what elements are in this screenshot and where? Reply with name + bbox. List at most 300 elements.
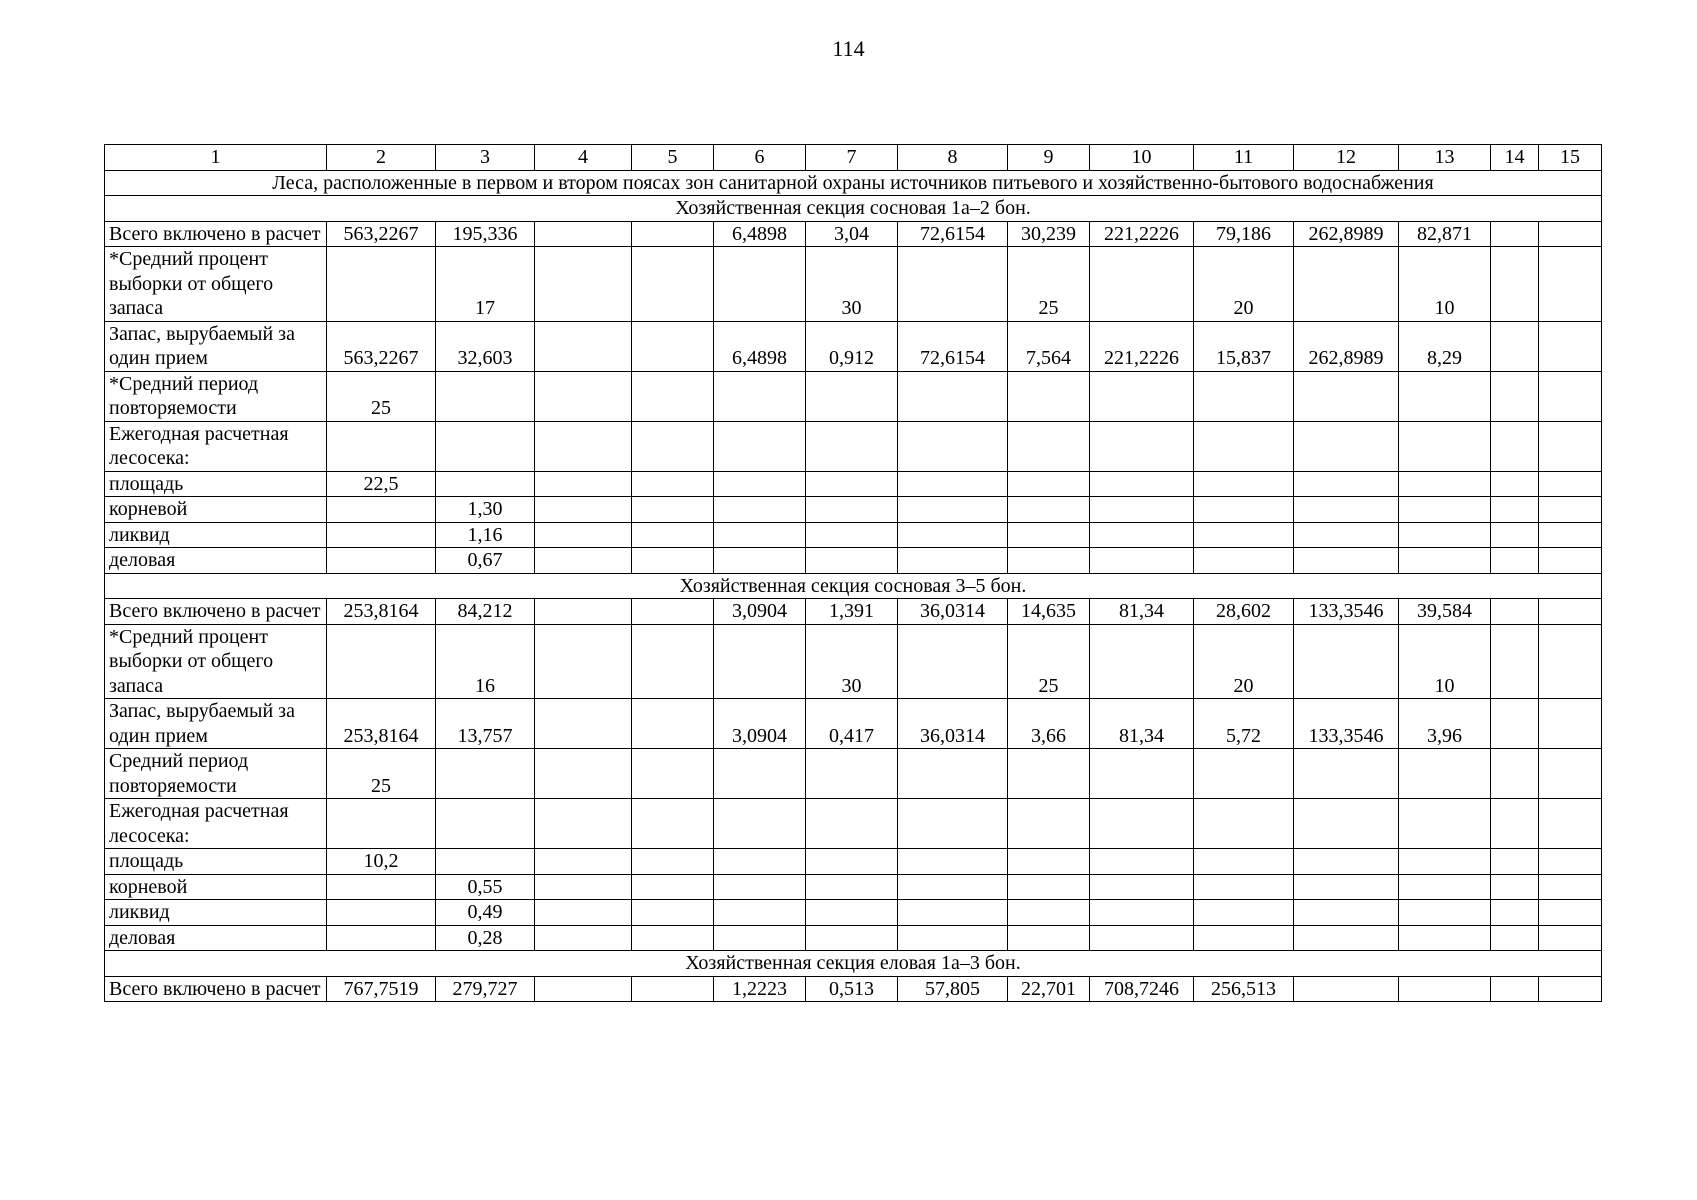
table-cell: [1294, 247, 1399, 322]
column-number: 12: [1294, 145, 1399, 171]
table-cell: 0,55: [436, 874, 535, 900]
table-cell: [535, 371, 632, 421]
table-cell: [806, 849, 898, 875]
table-cell: [436, 799, 535, 849]
table-cell: 25: [1008, 624, 1090, 699]
table-cell: 5,72: [1194, 699, 1294, 749]
table-cell: [1539, 976, 1602, 1002]
table-cell: 195,336: [436, 221, 535, 247]
category-row: [105, 170, 1602, 196]
table-cell: 25: [327, 749, 436, 799]
table-cell: [806, 471, 898, 497]
table-cell: [327, 874, 436, 900]
table-cell: [806, 421, 898, 471]
table-cell: [1491, 874, 1539, 900]
table-cell: [632, 749, 714, 799]
table-cell: 0,912: [806, 321, 898, 371]
category-title: Леса, расположенные в первом и втором поясах зон санитарной охраны источников питьевого и хозяйственно-бытового водоснабжения: [105, 170, 1602, 196]
table-cell: [714, 849, 806, 875]
table-cell: [632, 471, 714, 497]
table-cell: [1090, 900, 1194, 926]
table-cell: [1399, 874, 1491, 900]
table-cell: [1090, 371, 1194, 421]
table-cell: [632, 599, 714, 625]
table-cell: [714, 624, 806, 699]
table-row: [105, 421, 1602, 471]
table-cell: [1008, 799, 1090, 849]
table-cell: [535, 799, 632, 849]
table-cell: [1539, 849, 1602, 875]
table-cell: [1008, 849, 1090, 875]
table-cell: 1,16: [436, 522, 535, 548]
table-cell: [1090, 247, 1194, 322]
table-cell: [436, 471, 535, 497]
table-cell: [1008, 371, 1090, 421]
table-row: [105, 849, 1602, 875]
table-cell: [806, 925, 898, 951]
table-cell: 1,30: [436, 497, 535, 523]
table-cell: [898, 849, 1008, 875]
table-cell: [1008, 749, 1090, 799]
table-cell: 0,49: [436, 900, 535, 926]
table-cell: [436, 849, 535, 875]
section-row: [105, 196, 1602, 222]
table-cell: [632, 699, 714, 749]
table-cell: [1491, 749, 1539, 799]
row-label: деловая: [105, 548, 327, 574]
column-number: 13: [1399, 145, 1491, 171]
table-row: [105, 749, 1602, 799]
table-cell: [898, 497, 1008, 523]
table-cell: [806, 497, 898, 523]
table-cell: 253,8164: [327, 599, 436, 625]
table-cell: 82,871: [1399, 221, 1491, 247]
table-cell: [632, 799, 714, 849]
section-row: [105, 951, 1602, 977]
table-cell: [1194, 471, 1294, 497]
table-cell: [1491, 522, 1539, 548]
table-cell: [1539, 874, 1602, 900]
column-number-row: [105, 145, 1602, 171]
table-cell: [1090, 624, 1194, 699]
table-cell: [898, 548, 1008, 574]
table-cell: [535, 900, 632, 926]
table-cell: [1294, 976, 1399, 1002]
table-cell: 253,8164: [327, 699, 436, 749]
table-cell: 81,34: [1090, 599, 1194, 625]
row-label: Средний период повторяемости: [105, 749, 327, 799]
table-cell: [1399, 421, 1491, 471]
table-cell: [1399, 522, 1491, 548]
table-cell: 15,837: [1194, 321, 1294, 371]
table-cell: [898, 471, 1008, 497]
table-cell: 1,2223: [714, 976, 806, 1002]
column-number: 2: [327, 145, 436, 171]
table-cell: 133,3546: [1294, 699, 1399, 749]
table-cell: [632, 421, 714, 471]
row-label: ликвид: [105, 900, 327, 926]
table-cell: [714, 371, 806, 421]
table-cell: [327, 925, 436, 951]
table-cell: [714, 421, 806, 471]
table-cell: [898, 522, 1008, 548]
row-label: ликвид: [105, 522, 327, 548]
table-cell: 3,04: [806, 221, 898, 247]
table-cell: [327, 421, 436, 471]
row-label: Запас, вырубаемый за один прием: [105, 321, 327, 371]
table-cell: [1491, 599, 1539, 625]
table-cell: [632, 497, 714, 523]
table-cell: [1008, 421, 1090, 471]
table-row: [105, 321, 1602, 371]
table-cell: [1491, 221, 1539, 247]
table-cell: [1539, 247, 1602, 322]
table-cell: [898, 624, 1008, 699]
table-cell: [714, 548, 806, 574]
table-cell: [898, 925, 1008, 951]
table-cell: [1090, 522, 1194, 548]
table-cell: [1294, 371, 1399, 421]
table-cell: 8,29: [1399, 321, 1491, 371]
table-cell: [1294, 522, 1399, 548]
table-cell: 81,34: [1090, 699, 1194, 749]
table-cell: 16: [436, 624, 535, 699]
table-cell: [1294, 749, 1399, 799]
table-cell: [1294, 925, 1399, 951]
row-label: корневой: [105, 497, 327, 523]
row-label: площадь: [105, 849, 327, 875]
table-cell: [327, 624, 436, 699]
column-number: 10: [1090, 145, 1194, 171]
table-cell: [535, 247, 632, 322]
table-cell: 10,2: [327, 849, 436, 875]
table-cell: [714, 247, 806, 322]
table-cell: [535, 471, 632, 497]
table-cell: 256,513: [1194, 976, 1294, 1002]
table-cell: [1090, 548, 1194, 574]
table-cell: [1090, 799, 1194, 849]
row-label: *Средний период повторяемости: [105, 371, 327, 421]
table-cell: [535, 849, 632, 875]
row-label: Всего включено в расчет: [105, 221, 327, 247]
table-cell: [714, 874, 806, 900]
column-number: 14: [1491, 145, 1539, 171]
table-cell: [1090, 497, 1194, 523]
table-cell: [327, 247, 436, 322]
table-cell: [632, 976, 714, 1002]
row-label: *Средний процент выборки от общего запаса: [105, 624, 327, 699]
table-cell: [898, 799, 1008, 849]
table-cell: [1539, 925, 1602, 951]
table-cell: [632, 522, 714, 548]
table-row: [105, 371, 1602, 421]
table-cell: [1294, 421, 1399, 471]
table-cell: [806, 371, 898, 421]
table-cell: [1294, 624, 1399, 699]
table-cell: [1491, 497, 1539, 523]
row-label: площадь: [105, 471, 327, 497]
table-cell: [1090, 849, 1194, 875]
table-cell: [436, 371, 535, 421]
row-label: Всего включено в расчет: [105, 976, 327, 1002]
table-cell: [632, 925, 714, 951]
table-cell: [1194, 874, 1294, 900]
table-cell: [714, 497, 806, 523]
table-cell: [898, 421, 1008, 471]
table-cell: [1491, 699, 1539, 749]
table-cell: [632, 321, 714, 371]
table-cell: [898, 874, 1008, 900]
row-label: Запас, вырубаемый за один прием: [105, 699, 327, 749]
table-cell: [1539, 548, 1602, 574]
table-cell: [632, 874, 714, 900]
table-cell: [806, 799, 898, 849]
table-cell: [1090, 749, 1194, 799]
column-number: 15: [1539, 145, 1602, 171]
table-cell: [535, 699, 632, 749]
table-cell: [632, 371, 714, 421]
table-cell: [436, 421, 535, 471]
table-cell: [1399, 849, 1491, 875]
table-cell: [1399, 900, 1491, 926]
table-cell: [1491, 471, 1539, 497]
table-row: [105, 599, 1602, 625]
table-cell: [535, 497, 632, 523]
table-cell: [327, 522, 436, 548]
table-cell: 262,8989: [1294, 221, 1399, 247]
table-cell: 28,602: [1194, 599, 1294, 625]
table-cell: [535, 221, 632, 247]
table-cell: [535, 321, 632, 371]
table-cell: 39,584: [1399, 599, 1491, 625]
table-cell: [1539, 799, 1602, 849]
table-row: [105, 522, 1602, 548]
table-cell: 0,417: [806, 699, 898, 749]
table-cell: [1294, 471, 1399, 497]
table-cell: [1194, 497, 1294, 523]
table-cell: [1008, 471, 1090, 497]
table-cell: [535, 624, 632, 699]
table-cell: [1399, 925, 1491, 951]
table-body: [105, 145, 1602, 1002]
table-cell: 563,2267: [327, 221, 436, 247]
table-cell: [1008, 497, 1090, 523]
table-cell: [1008, 900, 1090, 926]
column-number: 8: [898, 145, 1008, 171]
table-cell: 3,0904: [714, 599, 806, 625]
table-cell: [1399, 976, 1491, 1002]
table-cell: 1,391: [806, 599, 898, 625]
section-title: Хозяйственная секция сосновая 3–5 бон.: [105, 573, 1602, 599]
table-cell: [1491, 849, 1539, 875]
row-label: Всего включено в расчет: [105, 599, 327, 625]
table-cell: [1539, 471, 1602, 497]
table-cell: [1399, 371, 1491, 421]
table-cell: [1090, 925, 1194, 951]
table-cell: [1491, 548, 1539, 574]
row-label: *Средний процент выборки от общего запаса: [105, 247, 327, 322]
column-number: 6: [714, 145, 806, 171]
table-cell: [632, 624, 714, 699]
table-row: [105, 548, 1602, 574]
column-number: 9: [1008, 145, 1090, 171]
table-cell: [1539, 371, 1602, 421]
table-cell: 36,0314: [898, 699, 1008, 749]
table-cell: 10: [1399, 247, 1491, 322]
table-cell: [632, 849, 714, 875]
table-cell: [1491, 371, 1539, 421]
table-cell: [714, 471, 806, 497]
table-row: [105, 497, 1602, 523]
table-cell: [806, 874, 898, 900]
table-cell: 20: [1194, 247, 1294, 322]
table-cell: [535, 976, 632, 1002]
table-cell: 3,0904: [714, 699, 806, 749]
table-cell: 13,757: [436, 699, 535, 749]
table-cell: [1539, 599, 1602, 625]
section-row: [105, 573, 1602, 599]
table-cell: 3,96: [1399, 699, 1491, 749]
table-cell: [1539, 749, 1602, 799]
table-cell: [1491, 925, 1539, 951]
table-cell: [806, 522, 898, 548]
table-cell: [898, 371, 1008, 421]
table-cell: [1399, 497, 1491, 523]
table-cell: 20: [1194, 624, 1294, 699]
column-number: 7: [806, 145, 898, 171]
table-cell: [535, 548, 632, 574]
table-cell: [1539, 221, 1602, 247]
table-cell: 563,2267: [327, 321, 436, 371]
table-row: [105, 874, 1602, 900]
table-cell: [1539, 497, 1602, 523]
table-cell: [632, 221, 714, 247]
table-cell: [535, 925, 632, 951]
table-row: [105, 624, 1602, 699]
row-label: Ежегодная расчетная лесосека:: [105, 421, 327, 471]
table-cell: 6,4898: [714, 321, 806, 371]
table-cell: 25: [327, 371, 436, 421]
table-cell: 30: [806, 247, 898, 322]
table-cell: [1539, 624, 1602, 699]
section-title: Хозяйственная секция еловая 1а–3 бон.: [105, 951, 1602, 977]
table-cell: [1294, 849, 1399, 875]
table-cell: [1294, 900, 1399, 926]
table-cell: 72,6154: [898, 221, 1008, 247]
table-cell: [714, 522, 806, 548]
table-cell: 10: [1399, 624, 1491, 699]
table-cell: [1194, 925, 1294, 951]
table-cell: 221,2226: [1090, 321, 1194, 371]
table-cell: [1008, 925, 1090, 951]
table-cell: [898, 900, 1008, 926]
table-row: [105, 799, 1602, 849]
table-cell: [535, 599, 632, 625]
table-cell: 22,701: [1008, 976, 1090, 1002]
table-cell: [535, 874, 632, 900]
table-cell: [714, 749, 806, 799]
table-cell: 0,67: [436, 548, 535, 574]
table-cell: 133,3546: [1294, 599, 1399, 625]
table-cell: 79,186: [1194, 221, 1294, 247]
table-cell: 32,603: [436, 321, 535, 371]
table-cell: [806, 749, 898, 799]
table-cell: [1399, 799, 1491, 849]
table-row: [105, 471, 1602, 497]
table-cell: [1399, 471, 1491, 497]
table-cell: [632, 900, 714, 926]
column-number: 5: [632, 145, 714, 171]
column-number: 1: [105, 145, 327, 171]
table-cell: [327, 900, 436, 926]
table-cell: 279,727: [436, 976, 535, 1002]
table-cell: [1194, 548, 1294, 574]
table-cell: [1294, 874, 1399, 900]
table-cell: 14,635: [1008, 599, 1090, 625]
table-cell: 22,5: [327, 471, 436, 497]
row-label: деловая: [105, 925, 327, 951]
table-row: [105, 699, 1602, 749]
table-cell: [1539, 900, 1602, 926]
table-row: [105, 221, 1602, 247]
table-cell: [1090, 421, 1194, 471]
table-cell: [1491, 799, 1539, 849]
table-cell: [1090, 874, 1194, 900]
table-cell: 30,239: [1008, 221, 1090, 247]
table-cell: [1294, 497, 1399, 523]
table-row: [105, 925, 1602, 951]
table-cell: [1539, 321, 1602, 371]
table-row: [105, 976, 1602, 1002]
table-cell: [1008, 874, 1090, 900]
table-row: [105, 900, 1602, 926]
table-cell: 262,8989: [1294, 321, 1399, 371]
table-cell: 84,212: [436, 599, 535, 625]
table-cell: [632, 548, 714, 574]
table-cell: [1194, 371, 1294, 421]
table-cell: [1090, 471, 1194, 497]
table-cell: [1491, 247, 1539, 322]
row-label: Ежегодная расчетная лесосека:: [105, 799, 327, 849]
table-cell: [1491, 421, 1539, 471]
table-cell: [714, 799, 806, 849]
table-cell: [1194, 522, 1294, 548]
table-cell: [1399, 548, 1491, 574]
table-cell: 708,7246: [1090, 976, 1194, 1002]
table-cell: 0,513: [806, 976, 898, 1002]
column-number: 11: [1194, 145, 1294, 171]
table-cell: 72,6154: [898, 321, 1008, 371]
table-cell: [1194, 849, 1294, 875]
table-cell: 221,2226: [1090, 221, 1194, 247]
table-cell: 6,4898: [714, 221, 806, 247]
table-cell: [1539, 421, 1602, 471]
table-cell: [535, 421, 632, 471]
table-cell: [1399, 749, 1491, 799]
table-cell: [1194, 749, 1294, 799]
column-number: 4: [535, 145, 632, 171]
table-cell: [535, 749, 632, 799]
table-cell: 30: [806, 624, 898, 699]
data-table: [104, 144, 1602, 1002]
table-cell: 7,564: [1008, 321, 1090, 371]
table-cell: [1539, 699, 1602, 749]
table-cell: [714, 900, 806, 926]
table-cell: [632, 247, 714, 322]
table-cell: [898, 749, 1008, 799]
table-cell: [1008, 548, 1090, 574]
table-cell: 57,805: [898, 976, 1008, 1002]
